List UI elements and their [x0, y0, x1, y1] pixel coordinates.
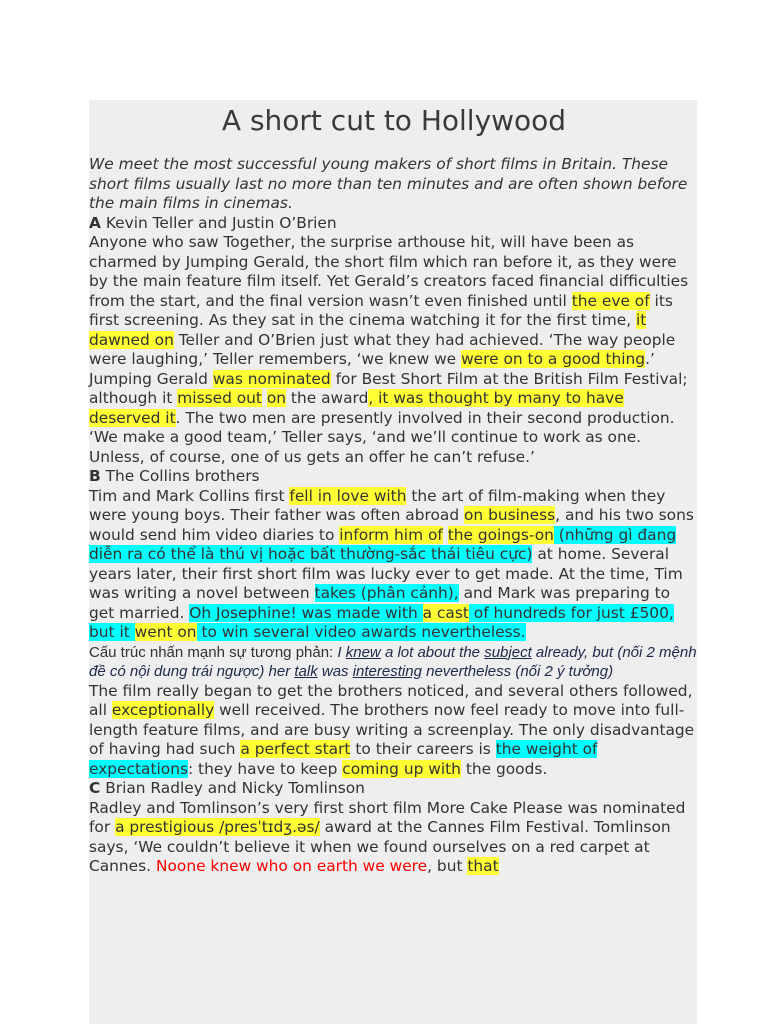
highlight-yellow: that — [467, 857, 499, 875]
highlight-yellow: on — [266, 389, 287, 407]
note-prefix: Cấu trúc nhấn mạnh sự tương phản: — [89, 643, 338, 661]
highlight-yellow: a cast — [422, 603, 469, 622]
highlight-yellow: coming up with — [342, 759, 461, 778]
text-run: award at the Cannes Film Festival. Tomlinson says, ‘We couldn’t believe it when we found ourselves on a red carpet at Cannes. — [89, 818, 671, 875]
highlight-yellow: it dawned on — [89, 311, 647, 349]
section-a-paragraph — [89, 233, 699, 467]
highlight-yellow: missed out — [177, 389, 262, 407]
section-b-title: The Collins brothers — [100, 467, 260, 485]
section-b-paragraph — [89, 487, 699, 643]
note-text: a lot about the — [380, 643, 485, 661]
text-run: , and his two sons would send him video diaries to — [89, 506, 694, 544]
highlight-cyan: to win several video awards nevertheless. — [196, 623, 526, 641]
highlight-cyan: takes — [314, 584, 356, 602]
highlight-yellow: were on to a good thing — [461, 350, 646, 368]
note-text: already, but (nối 2 mệnh đề có nội dung trái ngược) her — [89, 643, 697, 680]
section-a-heading — [89, 214, 699, 234]
note-underlined: interesting — [352, 663, 422, 680]
highlight-cyan: Oh Josephine! was made with — [189, 603, 423, 622]
highlight-yellow: the goings-on — [447, 525, 554, 544]
text-run: well received. The brothers now feel ready to move into full-length feature films, and are busy writing a screenplay. The only disadvantage of having had such — [89, 701, 695, 758]
highlight-yellow: went on — [134, 623, 197, 641]
highlight-cyan: of hundreds for just £500, but it — [89, 603, 674, 641]
grammar-note — [89, 643, 699, 682]
note-text: nevertheless (nối 2 ý tưởng) — [421, 663, 614, 680]
highlight-yellow: was nominated — [212, 369, 331, 388]
highlight-yellow: on business — [464, 506, 556, 524]
red-text: Noone knew who on earth we were — [155, 857, 428, 875]
text-run: the goods. — [460, 759, 548, 778]
highlight-yellow: the eve of — [571, 291, 650, 310]
text-run: Teller and O’Brien just what they had achieved. ‘The way people were laughing,’ Teller remembers, ‘we knew we — [89, 330, 676, 368]
text-run: . The two men are presently involved in their second production. ‘We make a good team,’ Teller says, ‘and we’ll continue to work as one. Unless, of course, one of us gets an offer he can’t refuse.’ — [89, 408, 675, 466]
text-run: for Best Short Film at the British Film Festival; although it — [89, 369, 688, 407]
highlight-yellow: exceptionally — [111, 701, 215, 719]
text-run: the art of film-making when they were young boys. Their father was often abroad — [89, 486, 666, 524]
note-underlined: talk — [294, 663, 318, 680]
highlight-yellow: inform him of — [339, 525, 443, 544]
note-text: I — [337, 643, 346, 661]
section-b-heading — [89, 467, 699, 487]
text-run: Anyone who saw Together, the surprise arthouse hit, will have been as charmed by Jumping Gerald, the short film which ran before it, as they were by the main feature film itself. Yet Gerald’s creators faced financial difficulties from the start, and the final version wasn’t even finished until — [89, 233, 689, 310]
page-title: A short cut to Hollywood — [221, 104, 567, 137]
text-run: : they have to keep — [187, 759, 343, 778]
text-run: The film really began to get the brothers noticed, and several others followed, all — [89, 681, 693, 719]
highlight-yellow: , it was thought by many to have deserved it — [89, 389, 624, 427]
text-run — [443, 526, 448, 544]
highlight-yellow: a perfect start — [240, 740, 351, 758]
highlight-cyan: (phân cảnh), — [355, 584, 459, 602]
section-c-paragraph — [89, 799, 699, 877]
section-c-title: Brian Radley and Nicky Tomlinson — [100, 779, 365, 797]
section-c-heading — [89, 779, 699, 799]
text-run: Radley and Tomlinson’s very first short film More Cake Please was nominated for — [89, 798, 686, 836]
text-run: .’ Jumping Gerald — [89, 350, 655, 388]
text-run: the award — [286, 389, 369, 407]
section-a-letter: A — [89, 213, 101, 232]
note-underlined: knew — [345, 643, 381, 661]
highlight-yellow: fell in love with — [289, 486, 407, 505]
text-run: , but — [427, 857, 468, 875]
text-run: and Mark was preparing to get married. — [89, 584, 671, 622]
section-c-letter: C — [89, 779, 101, 797]
section-b-letter: B — [89, 467, 101, 485]
text-run: at home. Several years later, their first short film was lucky ever to get made. At the time, Tim was writing a novel between — [89, 545, 683, 602]
article-text — [89, 100, 699, 877]
section-a-title: Kevin Teller and Justin O’Brien — [100, 213, 337, 232]
note-text: was — [317, 663, 353, 680]
text-run: Tim and Mark Collins first — [89, 486, 290, 505]
highlight-cyan: the weight of expectations — [89, 740, 598, 778]
text-run: to their careers is — [350, 740, 496, 758]
section-b-paragraph-2 — [89, 682, 699, 780]
text-run: its first screening. As they sat in the cinema watching it for the first time, — [89, 291, 673, 329]
intro-paragraph: We meet the most successful young makers of short films in Britain. These short films usually last no more than ten minutes and are often shown before the main films in cinemas. — [89, 155, 688, 212]
highlight-cyan: (những gì đang diễn ra có thể là thú vị hoặc bất thường-sắc thái tiêu cực) — [89, 525, 677, 563]
note-underlined: subject — [484, 643, 532, 661]
highlight-yellow: a prestigious /presˈtɪdʒ.əs/ — [115, 818, 320, 836]
